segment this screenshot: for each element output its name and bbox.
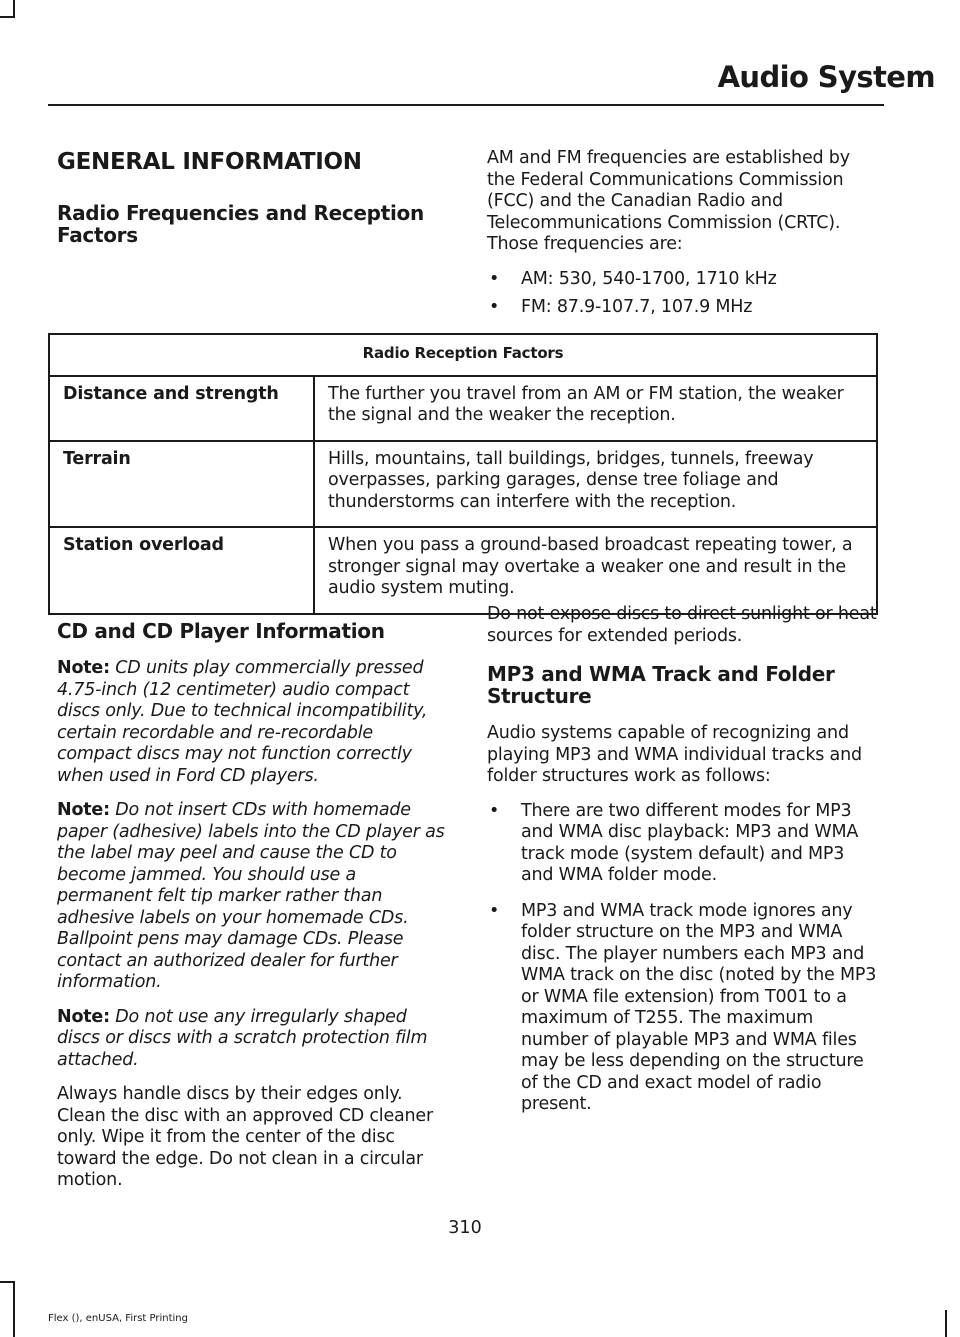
list-item: • FM: 87.9-107.7, 107.9 MHz (489, 297, 753, 317)
page-number: 310 (448, 1218, 482, 1238)
description-cell: The further you travel from an AM or FM station, the weaker the signal and the weaker the reception. (314, 376, 877, 441)
list-item: • There are two different modes for MP3 and WMA disc playback: MP3 and WMA track mode (system default) and MP3 and WMA folder mode. (489, 800, 859, 885)
reception-factors-table (48, 333, 878, 615)
right-column-top (487, 148, 880, 326)
crop-mark (13, 1281, 15, 1337)
note-label: Note: (57, 800, 110, 820)
mp3-list (487, 801, 880, 1116)
frequency-intro: AM and FM frequencies are established by the Federal Communications Commission (FCC) and the Canadian Radio and Telecommunications Commission (CRTC). Those frequencies are: (487, 148, 850, 254)
note (57, 658, 449, 787)
header-rule (48, 104, 884, 106)
note-text: CD units play commercially pressed 4.75-inch (12 centimeter) audio compact discs only. Due to technical incompatibility, certain recordable and re-recordable compact discs may not function correctly when used in Ford CD players. (57, 658, 428, 786)
note-text: Do not insert CDs with homemade paper (adhesive) labels into the CD player as the label may peel and cause the CD to become jammed. You should use a permanent felt tip marker rather than adhesive labels on your homemade CDs. Ballpoint pens may damage CDs. Please contact an authorized dealer for further information. (57, 800, 445, 992)
sunlight-paragraph: Do not expose discs to direct sunlight or heat sources for extended periods. (487, 604, 877, 646)
crop-mark (13, 0, 15, 16)
cd-section (57, 620, 449, 1205)
table-row (49, 527, 877, 614)
frequency-list (487, 269, 880, 319)
note (57, 1007, 449, 1072)
bullet-icon: • (489, 900, 500, 921)
page-footer: Flex (), enUSA, First Printing (48, 1313, 188, 1324)
section-title: GENERAL INFORMATION (57, 149, 362, 175)
note (57, 800, 449, 994)
right-column-bottom (487, 604, 880, 1123)
crop-mark (945, 1310, 947, 1337)
left-column-top (57, 148, 449, 260)
factor-cell: Station overload (49, 527, 314, 614)
factor-cell: Distance and strength (49, 376, 314, 441)
table-title: Radio Reception Factors (49, 334, 877, 376)
list-item: • MP3 and WMA track mode ignores any folder structure on the MP3 and WMA disc. The player numbers each MP3 and WMA track on the disc (noted by the MP3 or WMA file extension) from T001 to a maximum of T255. The maximum number of playable MP3 and WMA files may be less depending on the structure of the CD and exact model of radio present. (489, 900, 877, 1114)
note-label: Note: (57, 1006, 110, 1027)
table-row (49, 376, 877, 441)
cd-section-title: CD and CD Player Information (57, 619, 385, 643)
description-cell: When you pass a ground-based broadcast repeating tower, a stronger signal may overtake a weaker one and result in the audio system muting. (314, 527, 877, 614)
bullet-icon: • (489, 800, 500, 821)
list-item: • AM: 530, 540-1700, 1710 kHz (489, 268, 777, 289)
page-header-title: Audio System (717, 60, 935, 94)
note-label: Note: (57, 658, 110, 678)
factor-cell: Terrain (49, 441, 314, 528)
bullet-icon: • (489, 268, 500, 289)
crop-mark (0, 16, 15, 18)
description-cell: Hills, mountains, tall buildings, bridges, tunnels, freeway overpasses, parking garages, dense tree foliage and thunderstorms can interfere with the reception. (314, 441, 877, 528)
mp3-section-title: MP3 and WMA Track and Folder Structure (487, 662, 835, 708)
subsection-title: Radio Frequencies and Reception Factors (57, 201, 424, 247)
mp3-intro: Audio systems capable of recognizing and playing MP3 and WMA individual tracks and folder structures work as follows: (487, 723, 862, 786)
table-header-row (49, 334, 877, 376)
table-row (49, 441, 877, 528)
crop-mark (0, 1281, 15, 1283)
bullet-icon: • (489, 297, 500, 317)
note-text: Do not use any irregularly shaped discs or discs with a scratch protection film attached. (57, 1006, 428, 1070)
disc-handling-paragraph: Always handle discs by their edges only. Clean the disc with an approved CD cleaner only. Wipe it from the center of the disc toward the edge. Do not clean in a circular motion. (57, 1084, 433, 1190)
